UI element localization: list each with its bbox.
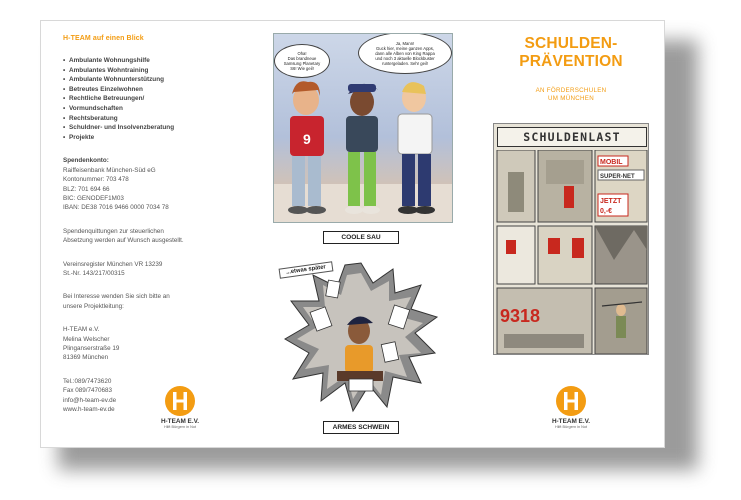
donation-heading: Spendenkonto: — [63, 157, 109, 165]
iban: IBAN: DE38 7016 9466 0000 7034 78 — [63, 204, 169, 212]
info-panel — [41, 21, 251, 448]
logo-tagline: Hilft Bürgern in Not — [554, 425, 588, 429]
cover-comic — [493, 123, 649, 355]
bubble-text: Guck hier, meine ganzen Apps, — [376, 46, 434, 51]
bic: BIC: GENODEF1M03 — [63, 194, 124, 202]
h-team-logo — [145, 385, 215, 429]
donation-account — [63, 156, 251, 212]
bubble-text: Ja, Mann! — [395, 41, 415, 46]
tax-number: St.-Nr. 143/217/00315 — [63, 270, 125, 277]
shop-sign: JETZT — [600, 198, 622, 205]
cover-comic-grid — [494, 150, 649, 355]
postal-address — [63, 325, 251, 363]
services-list — [63, 56, 251, 142]
h-team-logo-icon — [164, 385, 196, 417]
service-item: • Betreutes Einzelwohnen — [63, 85, 251, 95]
price-sign: 0,-€ — [600, 208, 613, 215]
service-item: • Schuldner- und Insolvenzberatung — [63, 123, 251, 133]
logo-name: H-TEAM E.V. — [160, 418, 200, 425]
service-item: • Rechtsberatung — [63, 114, 251, 124]
bubble-text: Das brandneue — [287, 56, 317, 61]
bubble-text: S6! Wie geil! — [290, 66, 314, 71]
caption-cool: COOLE SAU — [323, 231, 399, 244]
comic-poor-scene — [283, 261, 439, 413]
interest-line: Bei Interesse wenden Sie sich bitte an — [63, 293, 170, 301]
explosion-burst — [283, 261, 439, 413]
website-link[interactable]: www.h-team-ev.de — [63, 406, 115, 414]
shirt-number: 9 — [303, 131, 311, 147]
service-item: • Ambulante Wohnungshilfe — [63, 56, 251, 66]
fax: Fax 089/7470683 — [63, 387, 113, 395]
address-line: Melina Welscher — [63, 335, 110, 343]
logo-name: H-TEAM E.V. — [551, 418, 591, 425]
service-item: • Ambulantes Wohntraining — [63, 66, 251, 76]
logo-tagline: Hilft Bürgern in Not — [163, 425, 197, 429]
cover-subtitle-line1: AN FÖRDERSCHULEN — [535, 87, 607, 94]
bubble-text: runtergeladen. Sehr geil! — [382, 61, 428, 66]
blz: BLZ: 701 694 66 — [63, 185, 110, 193]
h-team-logo-icon — [555, 385, 587, 417]
bubble-text: und noch 3 aktuelle Blockbuster — [375, 56, 435, 61]
comic-cool-scene — [273, 33, 453, 223]
service-item: • Rechtliche Betreuungen/ — [63, 94, 251, 104]
service-item: • Projekte — [63, 133, 251, 143]
shop-sign: MOBIL — [600, 159, 623, 166]
info-heading: H-TEAM auf einen Blick — [63, 35, 144, 42]
receipts-note — [63, 227, 251, 246]
receipts-line: Absetzung werden auf Wunsch ausgestellt. — [63, 237, 184, 245]
speech-bubble-right — [358, 33, 452, 74]
service-item-continued: • Vormundschaften — [63, 104, 251, 114]
later-note: ...etwas später — [279, 261, 334, 278]
cover-subtitle-line2: UM MÜNCHEN — [548, 95, 594, 102]
cover-title-line1: SCHULDEN- — [524, 35, 618, 52]
address-line: H-TEAM e.V. — [63, 326, 100, 334]
address-line: Plinganserstraße 19 — [63, 345, 120, 353]
comic-panel — [259, 21, 469, 448]
account-number: Kontonummer: 703 478 — [63, 176, 129, 184]
big-numbers: 9318 — [500, 306, 541, 326]
register-info — [63, 260, 251, 279]
bank-name: Raiffeisenbank München-Süd eG — [63, 166, 156, 174]
flyer-sheet — [40, 20, 665, 448]
interest-line: unsere Projektleitung: — [63, 302, 124, 310]
phone: Tel.:089/7473620 — [63, 377, 112, 385]
receipts-line: Spendenquittungen zur steuerlichen — [63, 227, 164, 235]
shop-sign: SUPER-NET — [600, 174, 635, 180]
cover-panel — [476, 21, 665, 448]
service-item: • Ambulante Wohnunterstützung — [63, 75, 251, 85]
comic-title: SCHULDENLAST — [497, 127, 647, 147]
speech-bubble-left — [274, 44, 330, 78]
interest-note — [63, 292, 251, 311]
bubble-text: dann alle Alben von King Rappa — [375, 51, 435, 56]
bubble-text: Oha! — [297, 51, 307, 56]
register-line: Vereinsregister München VR 13239 — [63, 260, 163, 268]
caption-poor: ARMES SCHWEIN — [323, 421, 399, 434]
cover-title-line2: PRÄVENTION — [519, 53, 623, 70]
h-team-logo-cover — [536, 385, 606, 429]
email-link[interactable]: info@h-team-ev.de — [63, 396, 117, 404]
comic-characters — [274, 64, 453, 223]
address-line: 81369 München — [63, 354, 109, 362]
bubble-text: Samsung Planetary — [283, 61, 321, 66]
